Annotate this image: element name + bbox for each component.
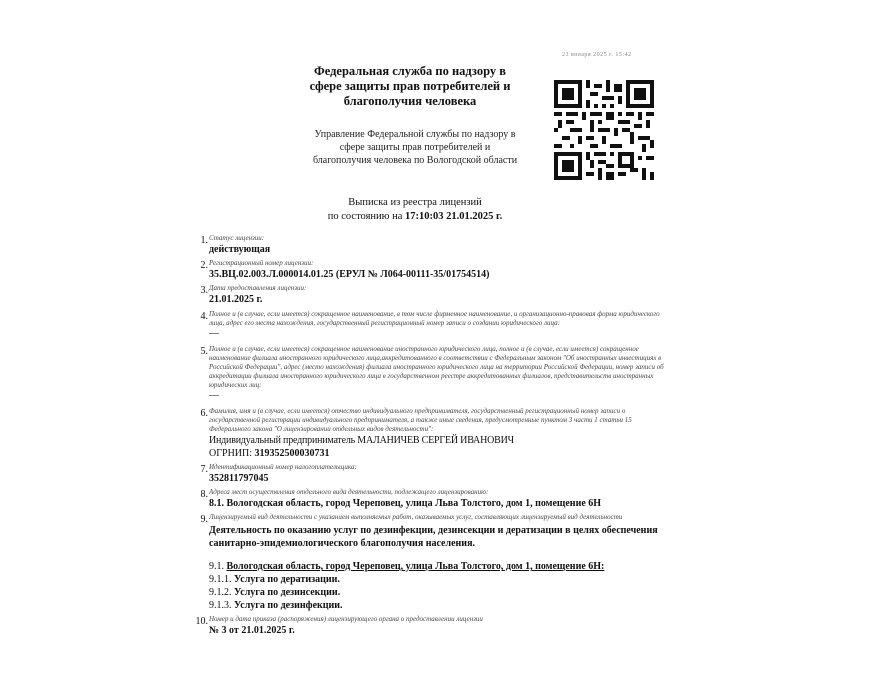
registry-item-foreign-entity [190,345,670,401]
registry-item-addresses [190,488,670,510]
agency-title [300,64,520,109]
department-line: Управление Федеральной службы по надзору в [314,129,516,140]
agency-title-line: сфере защиты прав потребителей и [309,79,511,93]
item-number: 5. [200,346,208,357]
item-number: 9. [200,514,208,525]
item-number: 3. [200,285,208,296]
item-number: 6. [200,408,208,419]
item-number: 4. [200,311,208,322]
agency-title-line: благополучия человека [343,94,477,108]
service-text: Услуга по дезинфекции. [234,600,343,611]
item-number: 10. [195,616,208,627]
activity-address: Вологодская область, город Череповец, улица Льва Толстого, дом 1, помещение 6Н: [226,561,605,572]
qr-code-icon [554,80,654,180]
ogrnip-line [209,447,670,460]
agency-department [290,128,540,167]
service-text: Услуга по дезинсекции. [234,587,341,598]
item-caption: Дата предоставления лицензии: [209,284,307,292]
extract-date-prefix: по состоянию на [327,211,403,222]
extract-date-value: 17:10:03 21.01.2025 г. [405,211,503,222]
item-value: 21.01.2025 г. [209,294,263,305]
service-line [209,586,670,599]
item-caption: Полное и (в случае, если имеется) сокращенное наименование иностранного юридического лица, полное и (в случае, если имеется) сокращенное наименование филиала иностранного юридического лица,аккредитованного в соответствии с Федеральным законом "Об иностранных инвестициях в Российской Федерации", адрес (место нахождения) филиала иностранного юридического лица на территории Российской Федерации, номер записи об аккредитации филиала иностранного юридического лица в государственном реестре аккредитованных филиалов, представительств иностранных юридических лиц: [209,345,664,389]
item-caption: Фамилия, имя и (в случае, если имеется) отчество индивидуального предпринимателя, государственный регистрационный номер записи о государственной регистрации индивидуального предпринимателя, а также иные сведения, предусмотренные пунктом 3 части 1 статьи 15 Федерального закона "О лицензировании отдельных видов деятельности": [209,407,632,433]
registry-item-order [190,615,670,637]
item-value: Индивидуальный предприниматель МАЛАНИЧЕВ СЕРГЕЙ ИВАНОВИЧ [209,435,514,446]
corner-timestamp: 23 января 2025 г. 15:42 [562,52,632,58]
item-caption: Идентификационный номер налогоплательщика: [209,463,357,471]
service-line [209,599,670,612]
registry-item-issue-date [190,284,670,306]
extract-title [300,196,530,224]
registry-item-inn [190,463,670,485]
activity-description: Деятельность по оказанию услуг по дезинфекции, дезинсекции и дератизации в целях обеспечения санитарно-эпидемиологического благополучия населения. [209,525,658,549]
registry-items [190,234,670,640]
item-caption: Регистрационный номер лицензии: [209,259,314,267]
item-value: 352811797045 [209,473,269,484]
agency-title-line: Федеральная служба по надзору в [313,64,507,78]
item-caption: Номер и дата приказа (распоряжения) лицензирующего органа о предоставлении лицензии [209,615,483,623]
item-number: 1. [200,235,208,246]
registry-item-status [190,234,670,256]
item-value: 8.1. Вологодская область, город Череповец, улица Льва Толстого, дом 1, помещение 6Н [209,498,602,509]
registry-item-activity [190,513,670,612]
extract-heading: Выписка из реестра лицензий [348,197,482,208]
registry-item-entrepreneur [190,407,670,460]
ogrnip-value: 319352500030731 [254,448,330,459]
department-line: сфере защиты прав потребителей и [339,142,491,153]
registry-item-reg-number [190,259,670,281]
activity-address-number: 9.1. [209,561,224,572]
service-text: Услуга по дератизации. [234,574,340,585]
service-number: 9.1.3. [209,600,232,611]
service-number: 9.1.2. [209,587,232,598]
item-caption: Лицензируемый вид деятельности с указанием выполняемых работ, оказываемых услуг, составляющих лицензируемый вид деятельности [209,513,623,521]
item-caption: Адреса мест осуществления отдельного вида деятельности, подлежащего лицензированию: [209,488,489,496]
item-caption: Статус лицензии: [209,234,265,242]
spacer [209,550,670,560]
extract-date-line [300,210,530,224]
item-value: действующая [209,244,271,255]
ogrnip-label: ОГРНИП: [209,448,253,459]
service-line [209,573,670,586]
item-value: — [209,390,219,401]
item-caption: Полное и (в случае, если имеется) сокращенное наименование, в том числе фирменное наименование, и организационно-правовая форма юридического лица, адрес его места нахождения, государственный регистрационный номер записи о создании юридического лица: [209,310,660,327]
registry-item-legal-entity [190,310,670,339]
item-value: № 3 от 21.01.2025 г. [209,625,295,636]
item-number: 2. [200,260,208,271]
service-number: 9.1.1. [209,574,232,585]
item-number: 7. [200,464,208,475]
activity-address-line [209,560,670,573]
item-value: 35.ВЦ.02.003.Л.000014.01.25 (ЕРУЛ № Л064-00111-35/01754514) [209,269,490,280]
department-line: благополучия человека по Вологодской области [312,155,518,166]
item-number: 8. [200,489,208,500]
item-value: — [209,328,219,339]
